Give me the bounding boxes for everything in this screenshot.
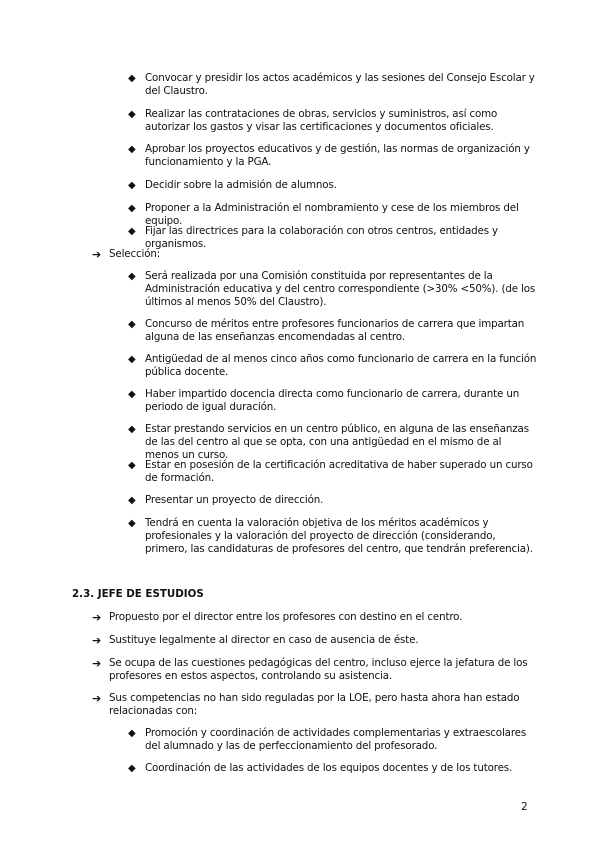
list-item (128, 270, 538, 309)
diamond-bullet-icon: ◆ (128, 354, 136, 365)
list-item-text: Propuesto por el director entre los profesores con destino en el centro. (109, 611, 463, 623)
list-item-text: Coordinación de las actividades de los equipos docentes y de los tutores. (145, 762, 513, 774)
list-item (128, 517, 538, 556)
diamond-bullet-icon: ◆ (128, 226, 136, 237)
page-number: 2 (521, 801, 528, 813)
list-item-text: Se ocupa de las cuestiones pedagógicas del centro, incluso ejerce la jefatura de los profesores en estos aspectos, controlando su asistencia. (109, 657, 528, 682)
list-item-text: Sustituye legalmente al director en caso de ausencia de éste. (109, 634, 419, 646)
list-item-text: Proponer a la Administración el nombramiento y cese de los miembros del equipo. (145, 202, 519, 227)
list-item (128, 353, 538, 379)
list-item-text: Promoción y coordinación de actividades complementarias y extraescolares del alumnado y las de perfeccionamiento del profesorado. (145, 727, 527, 752)
list-item-text: Sus competencias no han sido reguladas por la LOE, pero hasta ahora han estado relacionadas con: (109, 692, 520, 717)
list-item (92, 692, 538, 718)
list-item-text: Convocar y presidir los actos académicos y las sesiones del Consejo Escolar y del Claustro. (145, 72, 535, 97)
list-item (128, 72, 538, 98)
list-item-text: Tendrá en cuenta la valoración objetiva de los méritos académicos y profesionales y la valoración del proyecto de dirección (considerando, primero, las candidaturas de profesores del centro, que tendrán preferencia). (145, 517, 533, 555)
diamond-bullet-icon: ◆ (128, 728, 136, 739)
diamond-bullet-icon: ◆ (128, 389, 136, 400)
list-item (128, 318, 538, 344)
arrow-bullet-icon: ➔ (92, 611, 102, 624)
diamond-bullet-icon: ◆ (128, 109, 136, 120)
list-item (128, 388, 538, 414)
list-item-text: Fijar las directrices para la colaboración con otros centros, entidades y organismos. (145, 225, 499, 250)
diamond-bullet-icon: ◆ (128, 203, 136, 214)
list-item (92, 611, 538, 624)
list-item (128, 143, 538, 169)
diamond-bullet-icon: ◆ (128, 319, 136, 330)
diamond-bullet-icon: ◆ (128, 180, 136, 191)
diamond-bullet-icon: ◆ (128, 518, 136, 529)
arrow-bullet-icon: ➔ (92, 248, 102, 261)
list-item-text: Estar en posesión de la certificación acreditativa de haber superado un curso de formación. (145, 459, 533, 484)
arrow-bullet-icon: ➔ (92, 634, 102, 647)
list-item (92, 657, 538, 683)
list-item-text: Decidir sobre la admisión de alumnos. (145, 179, 337, 191)
diamond-bullet-icon: ◆ (128, 424, 136, 435)
diamond-bullet-icon: ◆ (128, 763, 136, 774)
list-item (92, 634, 538, 647)
list-item (128, 762, 538, 775)
list-item (128, 179, 538, 192)
diamond-bullet-icon: ◆ (128, 495, 136, 506)
list-item-text: Realizar las contrataciones de obras, servicios y suministros, así como autorizar los gastos y visar las certificaciones y documentos oficiales. (145, 108, 498, 133)
list-item-text: Estar prestando servicios en un centro público, en alguna de las enseñanzas de las del centro al que se opta, con una antigüedad en el mismo de al menos un curso. (145, 423, 529, 461)
list-item-text: Será realizada por una Comisión constituida por representantes de la Administración educativa y del centro correspondiente (>30% <50%). (de los últimos al menos 50% del Claustro). (145, 270, 536, 308)
list-item (128, 108, 538, 134)
list-item (128, 459, 538, 485)
arrow-bullet-icon: ➔ (92, 657, 102, 670)
diamond-bullet-icon: ◆ (128, 73, 136, 84)
section-heading: 2.3. JEFE DE ESTUDIOS (72, 588, 204, 600)
arrow-bullet-icon: ➔ (92, 692, 102, 705)
list-item (128, 494, 538, 507)
list-item-text: Antigüedad de al menos cinco años como funcionario de carrera en la función pública docente. (145, 353, 537, 378)
diamond-bullet-icon: ◆ (128, 271, 136, 282)
list-item (128, 727, 538, 753)
seleccion-item (92, 248, 538, 261)
list-item-text: Concurso de méritos entre profesores funcionarios de carrera que impartan alguna de las enseñanzas encomendadas al centro. (145, 318, 525, 343)
list-item (128, 423, 538, 462)
diamond-bullet-icon: ◆ (128, 460, 136, 471)
seleccion-label: Selección: (109, 248, 161, 260)
list-item-text: Presentar un proyecto de dirección. (145, 494, 324, 506)
diamond-bullet-icon: ◆ (128, 144, 136, 155)
list-item-text: Haber impartido docencia directa como funcionario de carrera, durante un periodo de igual duración. (145, 388, 520, 413)
list-item-text: Aprobar los proyectos educativos y de gestión, las normas de organización y funcionamiento y la PGA. (145, 143, 530, 168)
